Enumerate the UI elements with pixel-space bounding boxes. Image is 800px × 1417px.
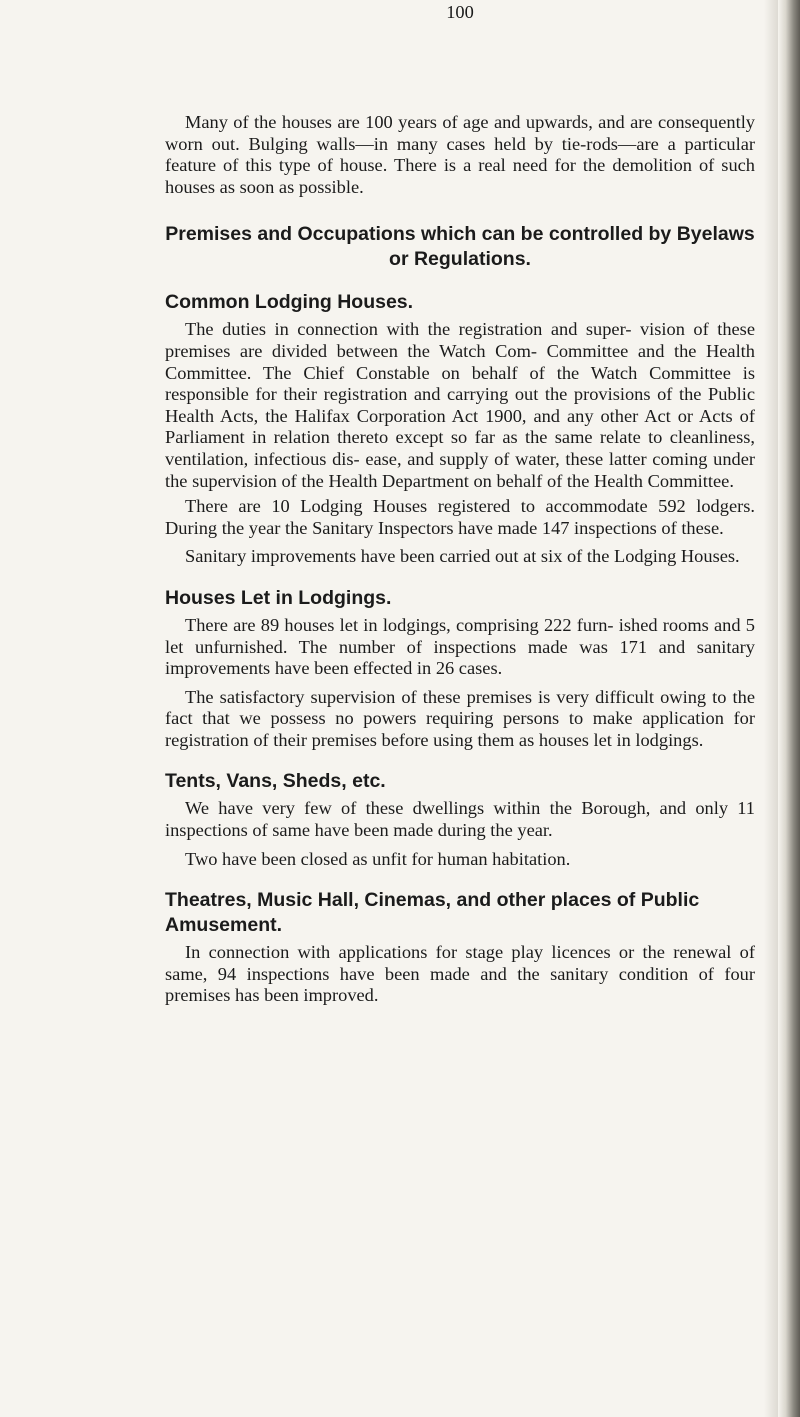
paragraph: The satisfactory supervision of these premises is very difficult owing to the fact that we possess no powers requiring persons to make application for registration of their premises before using them as houses let in lodgings. [165,686,755,750]
intro-paragraph: Many of the houses are 100 years of age and upwards, and are consequently worn out. Bulging walls—in many cases held by tie-rods—are a particular feature of this type of house. There is a real need for the demolition of such houses as soon as possible. [165,112,755,197]
main-heading-line2: or Regulations. [389,248,531,271]
main-heading-line1: Premises and Occupations which can be controlled by Byelaws [165,223,755,246]
section-heading: Tents, Vans, Sheds, etc. [165,770,386,793]
paragraph: Two have been closed as unfit for human habitation. [185,848,571,869]
paragraph: Sanitary improvements have been carried out at six of the Lodging Houses. [185,546,740,567]
section-common-lodging-houses [165,290,755,568]
section-houses-let-in-lodgings [165,586,755,752]
page-edge-shade [764,0,778,1417]
section-tents-vans-sheds [165,769,755,870]
main-heading [165,222,755,272]
section-heading: Theatres, Music Hall, Cinemas, and other places of Public Amusement. [165,889,700,937]
paragraph: There are 10 Lodging Houses registered to accommodate 592 lodgers. During the year the Sanitary Inspectors have made 147 inspections of these. [165,496,755,538]
page-binding-edge [778,0,800,1417]
paragraph: There are 89 houses let in lodgings, comprising 222 furn- ished rooms and 5 let unfurnished. The number of inspections made was 171 and sanitary improvements have been effected in 26 cases. [165,614,755,679]
paragraph: In connection with applications for stage play licences or the renewal of same, 94 inspections have been made and the sanitary condition of four premises has been improved. [165,942,755,1006]
section-theatres [165,888,755,1007]
section-heading: Houses Let in Lodgings. [165,586,392,609]
paragraph: We have very few of these dwellings within the Borough, and only 11 inspections of same have been made during the year. [165,798,755,841]
section-heading: Common Lodging Houses. [165,291,414,314]
page-number: 100 [446,2,474,22]
document-body [165,2,755,1007]
paragraph: The duties in connection with the registration and super- vision of these premises are divided between the Watch Com- Committee and the Health Committee. The Chief Constable on behalf of the Watch Committee is responsible for their registration and carrying out the provisions of the Public Health Acts, the Halifax Corporation Act 1900, and any other Act or Acts of Parliament in relation thereto except so far as the same relate to cleanliness, ventilation, infectious dis- ease, and supply of water, these latter coming under the supervision of the Health Department on behalf of the Health Committee. [165,319,755,491]
